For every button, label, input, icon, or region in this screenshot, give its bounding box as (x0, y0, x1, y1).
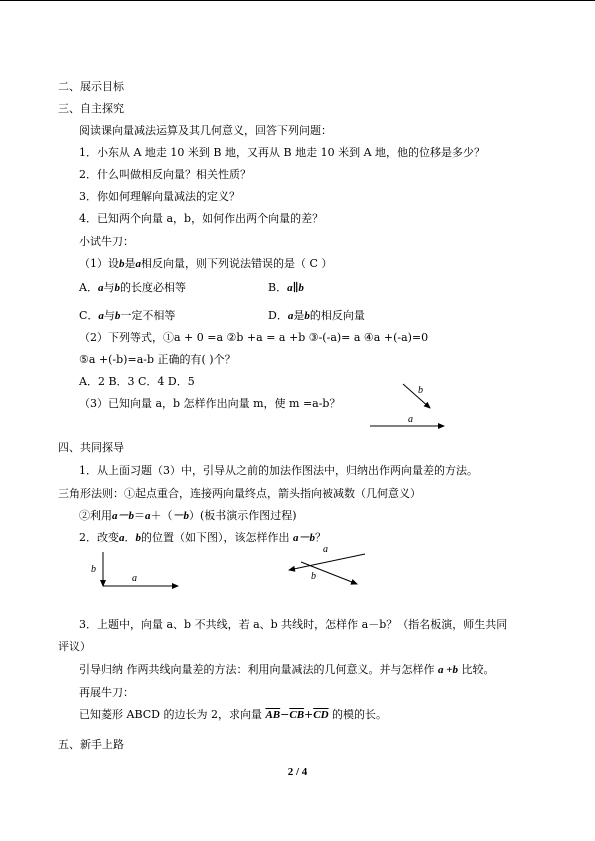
figure-vectors-ab (360, 380, 460, 430)
guide-3-line-1: 3．上题中，向量 a、b 不共线，若 a、b 共线时，怎样作 a－b？（指名板演，师生共同 (79, 618, 508, 631)
vector-b-arrow (403, 384, 430, 408)
section-4-heading: 四、共同探导 (58, 441, 124, 454)
figure-vectors-common-start (88, 548, 188, 593)
page-number: 2 / 4 (287, 766, 308, 778)
question-3: 3．你如何理解向量减法的定义？ (79, 190, 240, 203)
vector-b-label-3: b (311, 571, 316, 582)
vector-cd: $\overline{CD}$ (313, 709, 329, 721)
guide-3-line-2: 评议） (58, 640, 91, 653)
guide-1: 1．从上面习题（3）中，引导从之前的加法作图法中，归纳出作两向量差的方法。 (79, 464, 478, 477)
problem-3: （3）已知向量 a，b 怎样作出向量 m，使 m =a-b？ (79, 397, 341, 410)
vector-a-label: a (408, 414, 413, 425)
again-title: 再展牛刀： (79, 686, 134, 699)
vector-ab: $\overline{AB}$ (265, 709, 281, 721)
section-2-heading: 二、展示目标 (58, 80, 124, 93)
problem-1-stem: （1）设b是a相反向量，则下列说法错误的是（ C ） (79, 257, 333, 270)
summary-guide: 引导归纳 作两共线向量差的方法：利用向量减法的几何意义。并与怎样作 a +b 比较。 (79, 663, 495, 676)
figure-vectors-crossing (283, 540, 383, 590)
question-4: 4．已知两个向量 a，b，如何作出两个向量的差？ (79, 212, 324, 225)
option-a: A．a与b的长度必相等 (79, 281, 186, 294)
option-d: D．a是b的相反向量 (268, 309, 365, 322)
vector-a-left-arrow (289, 554, 365, 570)
guide-2: 2．改变a．b的位置（如下图），该怎样作出 a－b？ (79, 531, 326, 544)
option-c: C．a与b一定不相等 (79, 309, 176, 322)
vector-a-label-2: a (132, 573, 137, 584)
intro-text: 阅读课向量减法运算及其几何意义，回答下列问题： (79, 124, 332, 137)
subtract-usage: ②利用a－b＝a＋（－b）(板书演示作图过程) (79, 509, 297, 522)
vector-b-diagonal-arrow (301, 562, 357, 584)
question-1: 1．小东从 A 地走 10 米到 B 地，又再从 B 地走 10 米到 A 地，他的位移是多少？ (79, 146, 486, 159)
vector-b-label-2: b (91, 564, 96, 575)
section-3-heading: 三、自主探究 (58, 102, 124, 115)
vector-b-label: b (418, 385, 423, 396)
option-b: B．a∥b (268, 281, 304, 294)
problem-2-line-2: ⑤a +(-b)=a-b 正确的有( )个？ (79, 353, 236, 366)
problem-2-line-1: （2）下列等式，①a + 0 =a ②b +a = a +b ③-(-a)= a ④a +(-a)=0 (79, 331, 429, 344)
try-title: 小试牛刀： (79, 235, 134, 248)
vector-cb: $\overline{CB}$ (289, 709, 305, 721)
header-rule (0, 0, 595, 1)
vector-a-label-3: a (323, 544, 328, 555)
triangle-rule: 三角形法则：①起点重合，连接两向量终点，箭头指向被减数（几何意义） (58, 487, 421, 500)
question-2: 2．什么叫做相反向量？相关性质？ (79, 168, 251, 181)
section-5-heading: 五、新手上路 (58, 738, 124, 751)
problem-2-options: A．2 B．3 C．4 D．5 (79, 375, 195, 388)
rhombus-problem: 已知菱形 ABCD 的边长为 2，求向量 $\overline{AB}-\overline{CB}+\overline{CD}$ 的模的长。 (79, 708, 388, 721)
